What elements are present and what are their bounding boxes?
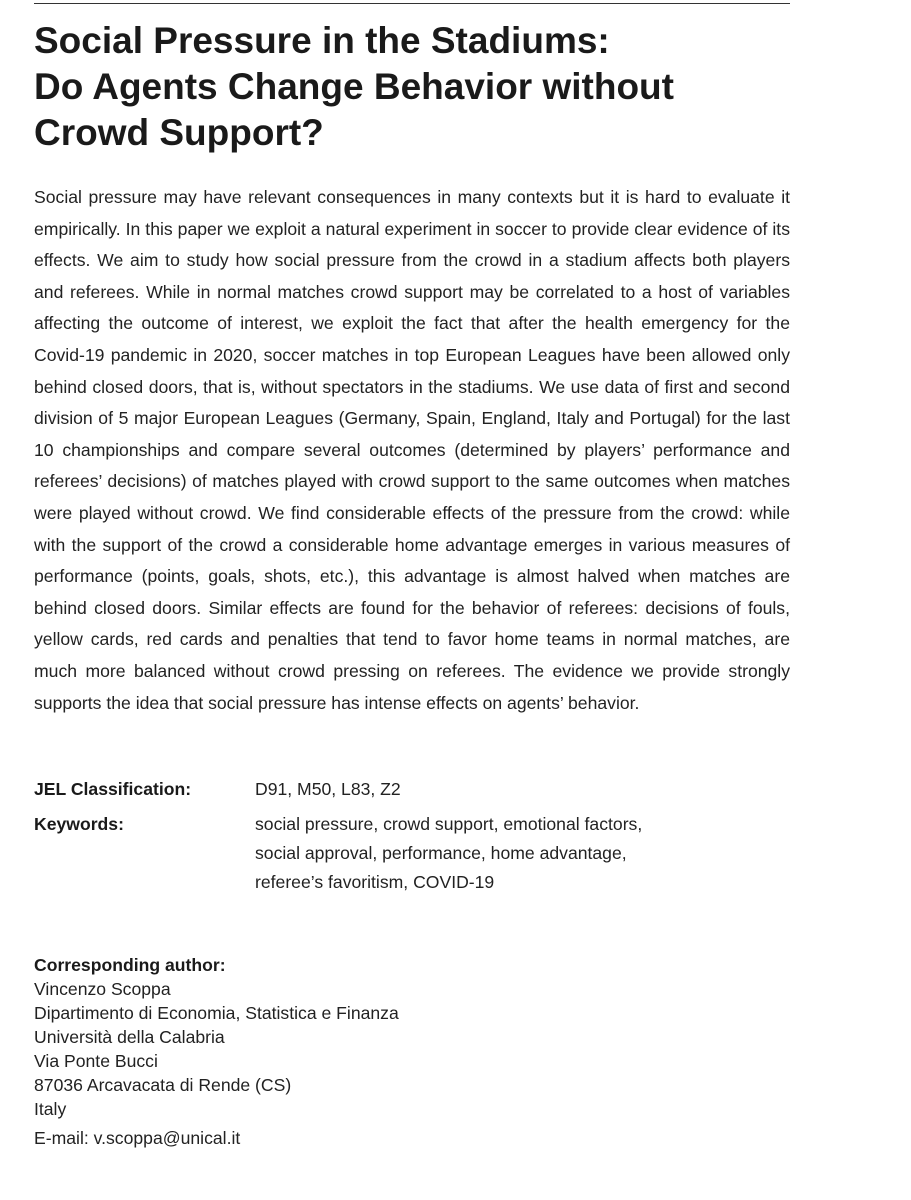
- keywords-value: [255, 810, 755, 897]
- author-email: E-mail: v.scoppa@unical.it: [34, 1128, 241, 1148]
- keywords-line-1: social pressure, crowd support, emotional factors,: [255, 814, 643, 834]
- title-line-2: Do Agents Change Behavior without: [34, 66, 674, 107]
- jel-value: [255, 775, 755, 804]
- author-city: 87036 Arcavacata di Rende (CS): [34, 1075, 292, 1095]
- jel-codes: D91, M50, L83, Z2: [255, 779, 401, 799]
- title-line-1: Social Pressure in the Stadiums:: [34, 20, 610, 61]
- author-street: Via Ponte Bucci: [34, 1051, 158, 1071]
- keywords-label: Keywords:: [34, 814, 124, 834]
- paper-title: [34, 18, 794, 156]
- author-department: Dipartimento di Economia, Statistica e Finanza: [34, 1003, 399, 1023]
- title-line-3: Crowd Support?: [34, 112, 324, 153]
- author-country: Italy: [34, 1099, 67, 1119]
- keywords-line-2: social approval, performance, home advantage,: [255, 843, 627, 863]
- keywords-line-3: referee’s favoritism, COVID-19: [255, 872, 495, 892]
- author-university: Università della Calabria: [34, 1027, 225, 1047]
- abstract-paragraph: Social pressure may have relevant consequences in many contexts but it is hard to evaluate it empirically. In this paper we exploit a natural experiment in soccer to provide clear evidence of its effects. We aim to study how social pressure from the crowd in a stadium affects both players and referees. While in normal matches crowd support may be correlated to a host of variables affecting the outcome of interest, we exploit the fact that after the health emergency for the Covid-19 pandemic in 2020, soccer matches in top European Leagues have been allowed only behind closed doors, that is, without spectators in the stadiums. We use data of first and second division of 5 major European Leagues (Germany, Spain, England, Italy and Portugal) for the last 10 championships and compare several outcomes (determined by players’ performance and referees’ decisions) of matches played with crowd support to the same outcomes when matches were played without crowd. We find considerable effects of the pressure from the crowd: while with the support of the crowd a considerable home advantage emerges in various measures of performance (points, goals, shots, etc.), this advantage is almost halved when matches are behind closed doors. Similar effects are found for the behavior of referees: decisions of fouls, yellow cards, red cards and penalties that tend to favor home teams in normal matches, are much more balanced without crowd pressing on referees. The evidence we provide strongly supports the idea that social pressure has intense effects on agents’ behavior.: [34, 187, 790, 713]
- corresponding-author-block: [34, 953, 399, 1121]
- corresponding-author-label: Corresponding author:: [34, 955, 226, 975]
- top-rule: [34, 3, 790, 4]
- author-name: Vincenzo Scoppa: [34, 979, 171, 999]
- jel-label: JEL Classification:: [34, 779, 192, 799]
